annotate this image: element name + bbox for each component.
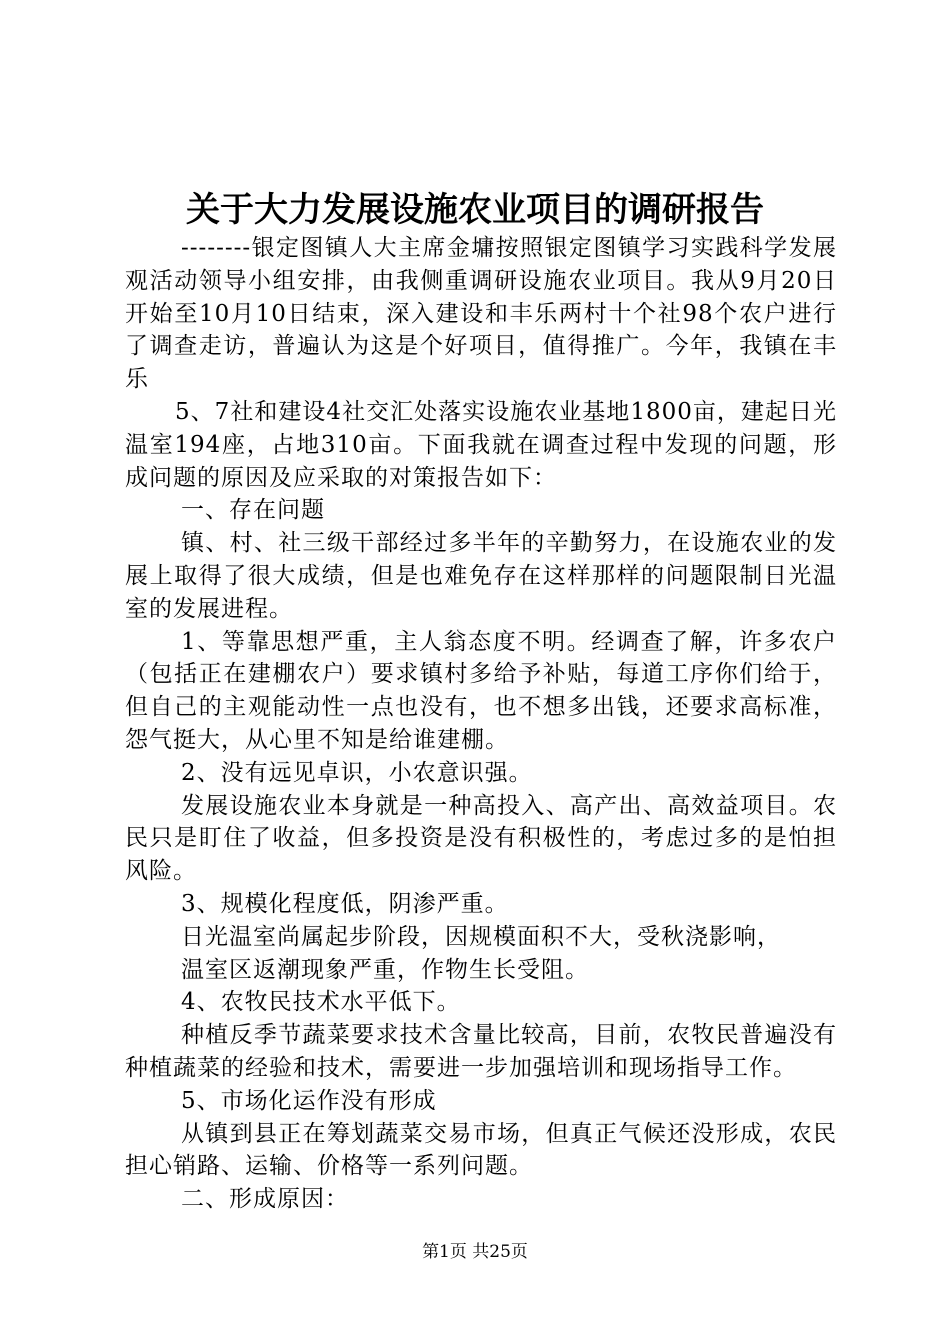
paragraph-problem-3-detail-b: 温室区返潮现象严重，作物生长受阻。 xyxy=(181,956,589,983)
document-body xyxy=(125,232,837,1216)
paragraph-problem-3-heading: 3、规模化程度低，阴渗严重。 xyxy=(181,890,509,917)
section-heading-problems: 一、存在问题 xyxy=(181,497,325,524)
paragraph-problem-4-heading: 4、农牧民技术水平低下。 xyxy=(181,989,461,1016)
page-number: 第1页 共25页 xyxy=(422,1242,528,1262)
paragraph-problem-5-detail: 从镇到县正在筹划蔬菜交易市场，但真正气候还没形成，农民担心销路、运输、价格等一系列问题。 xyxy=(125,1120,837,1180)
paragraph-problem-1: 1、等靠思想严重，主人翁态度不明。经调查了解，许多农户（包括正在建棚农户）要求镇村多给予补贴，每道工序你们给于，但自己的主观能动性一点也没有，也不想多出钱，还要求高标准，怨气挺大，从心里不知是给谁建棚。 xyxy=(125,628,837,753)
section-heading-causes: 二、形成原因： xyxy=(181,1186,349,1213)
paragraph-problem-5-heading: 5、市场化运作没有形成 xyxy=(181,1087,437,1114)
document-title: 关于大力发展设施农业项目的调研报告 xyxy=(186,190,764,230)
paragraph-base: 5、7社和建设4社交汇处落实设施农业基地1800亩，建起日光温室194座，占地310亩。下面我就在调查过程中发现的问题，形成问题的原因及应采取的对策报告如下： xyxy=(125,398,837,491)
paragraph-intro: --------银定图镇人大主席金墉按照银定图镇学习实践科学发展观活动领导小组安排，由我侧重调研设施农业项目。我从9月20日开始至10月10日结束，深入建设和丰乐两村十个社98个农户进行了调查走访，普遍认为这是个好项目，值得推广。今年，我镇在丰乐 xyxy=(125,235,837,393)
paragraph-problems-overview: 镇、村、社三级干部经过多半年的辛勤努力，在设施农业的发展上取得了很大成绩，但是也难免存在这样那样的问题限制日光温室的发展进程。 xyxy=(125,530,837,622)
paragraph-problem-3-detail-a: 日光温室尚属起步阶段，因规模面积不大，受秋浇影响， xyxy=(181,923,781,950)
paragraph-problem-2-detail: 发展设施农业本身就是一种高投入、高产出、高效益项目。农民只是盯住了收益，但多投资是没有积极性的，考虑过多的是怕担风险。 xyxy=(125,792,837,885)
paragraph-problem-2-heading: 2、没有远见卓识，小农意识强。 xyxy=(181,759,533,786)
paragraph-problem-4-detail: 种植反季节蔬菜要求技术含量比较高，目前，农牧民普遍没有种植蔬菜的经验和技术，需要进一步加强培训和现场指导工作。 xyxy=(125,1022,837,1081)
